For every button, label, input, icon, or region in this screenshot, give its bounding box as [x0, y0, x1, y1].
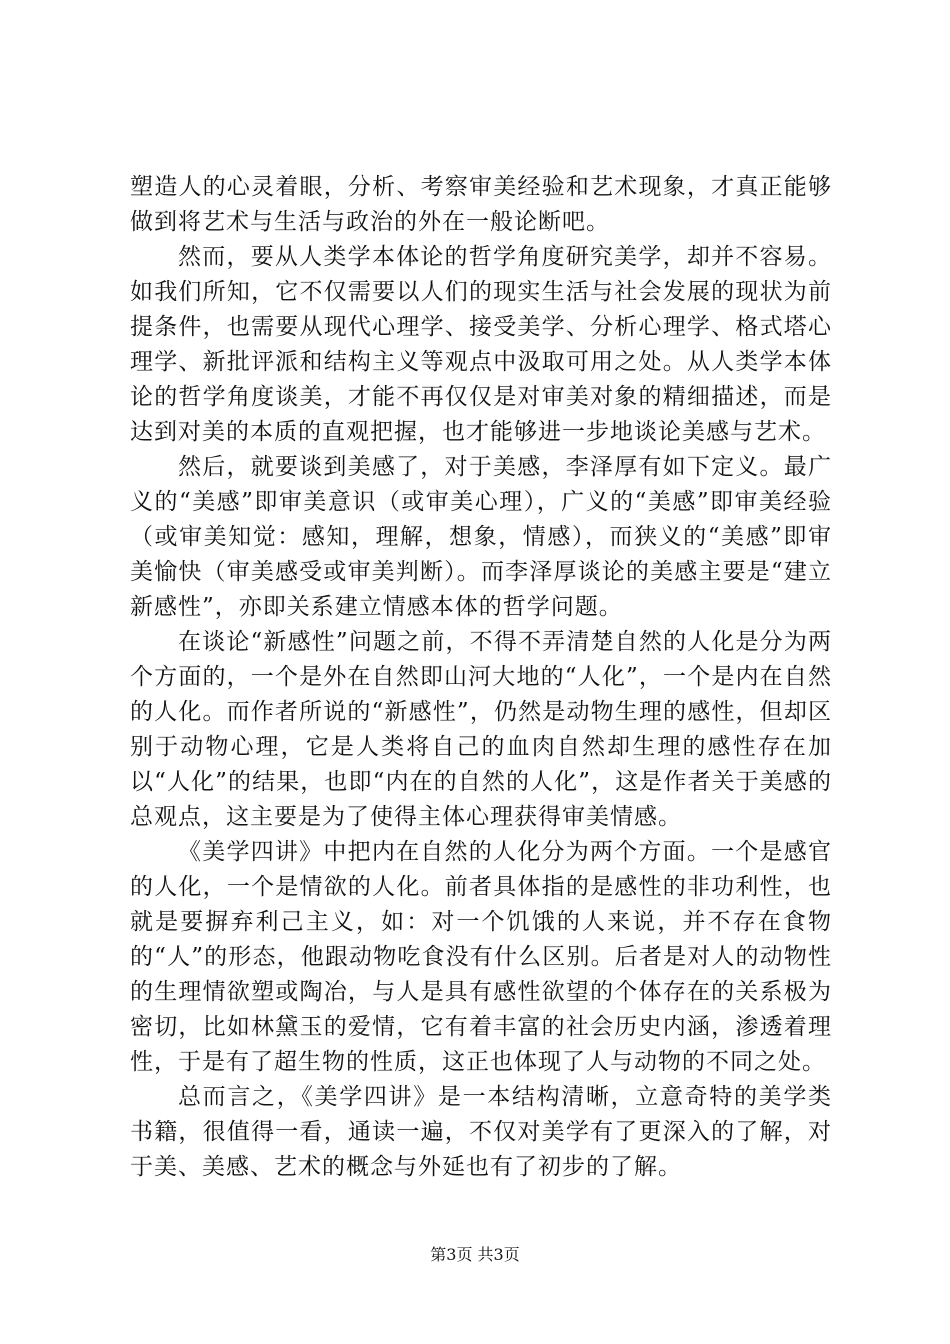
- document-body: [130, 170, 832, 1185]
- paragraph: 总而言之，《美学四讲》是一本结构清晰，立意奇特的美学类书籍，很值得一看，通读一遍，不仅对美学有了更深入的了解，对于美、美感、艺术的概念与外延也有了初步的了解。: [130, 1084, 832, 1180]
- paragraph: 然而，要从人类学本体论的哲学角度研究美学，却并不容易。如我们所知，它不仅需要以人们的现实生活与社会发展的现状为前提条件，也需要从现代心理学、接受美学、分析心理学、格式塔心理学、新批评派和结构主义等观点中汲取可用之处。从人类学本体论的哲学角度谈美，才能不再仅仅是对审美对象的精细描述，而是达到对美的本质的直观把握，也才能够进一步地谈论美感与艺术。: [130, 244, 832, 445]
- paragraph: 在谈论“新感性”问题之前，不得不弄清楚自然的人化是分为两个方面的，一个是外在自然即山河大地的“人化”，一个是内在自然的人化。而作者所说的“新感性”，仍然是动物生理的感性，但却区别于动物心理，它是人类将自己的血肉自然却生理的感性存在加以“人化”的结果，也即“内在的自然的人化”，这是作者关于美感的总观点，这主要是为了使得主体心理获得审美情感。: [130, 629, 832, 830]
- paragraph-continuation: 塑造人的心灵着眼，分析、考察审美经验和艺术现象，才真正能够做到将艺术与生活与政治的外在一般论断吧。: [130, 174, 832, 235]
- page-footer: 第3页 共3页: [430, 1245, 520, 1264]
- paragraph: 然后，就要谈到美感了，对于美感，李泽厚有如下定义。最广义的“美感”即审美意识（或审美心理），广义的“美感”即审美经验（或审美知觉：感知，理解，想象，情感），而狭义的“美感”即审美愉快（审美感受或审美判断）。而李泽厚谈论的美感主要是“建立新感性”，亦即关系建立情感本体的哲学问题。: [130, 454, 832, 620]
- paragraph: 《美学四讲》中把内在自然的人化分为两个方面。一个是感官的人化，一个是情欲的人化。前者具体指的是感性的非功利性，也就是要摒弃利己主义，如：对一个饥饿的人来说，并不存在食物的“人”的形态，他跟动物吃食没有什么区别。后者是对人的动物性的生理情欲塑或陶冶，与人是具有感性欲望的个体存在的关系极为密切，比如林黛玉的爱情，它有着丰富的社会历史内涵，渗透着理性，于是有了超生物的性质，这正也体现了人与动物的不同之处。: [130, 839, 832, 1075]
